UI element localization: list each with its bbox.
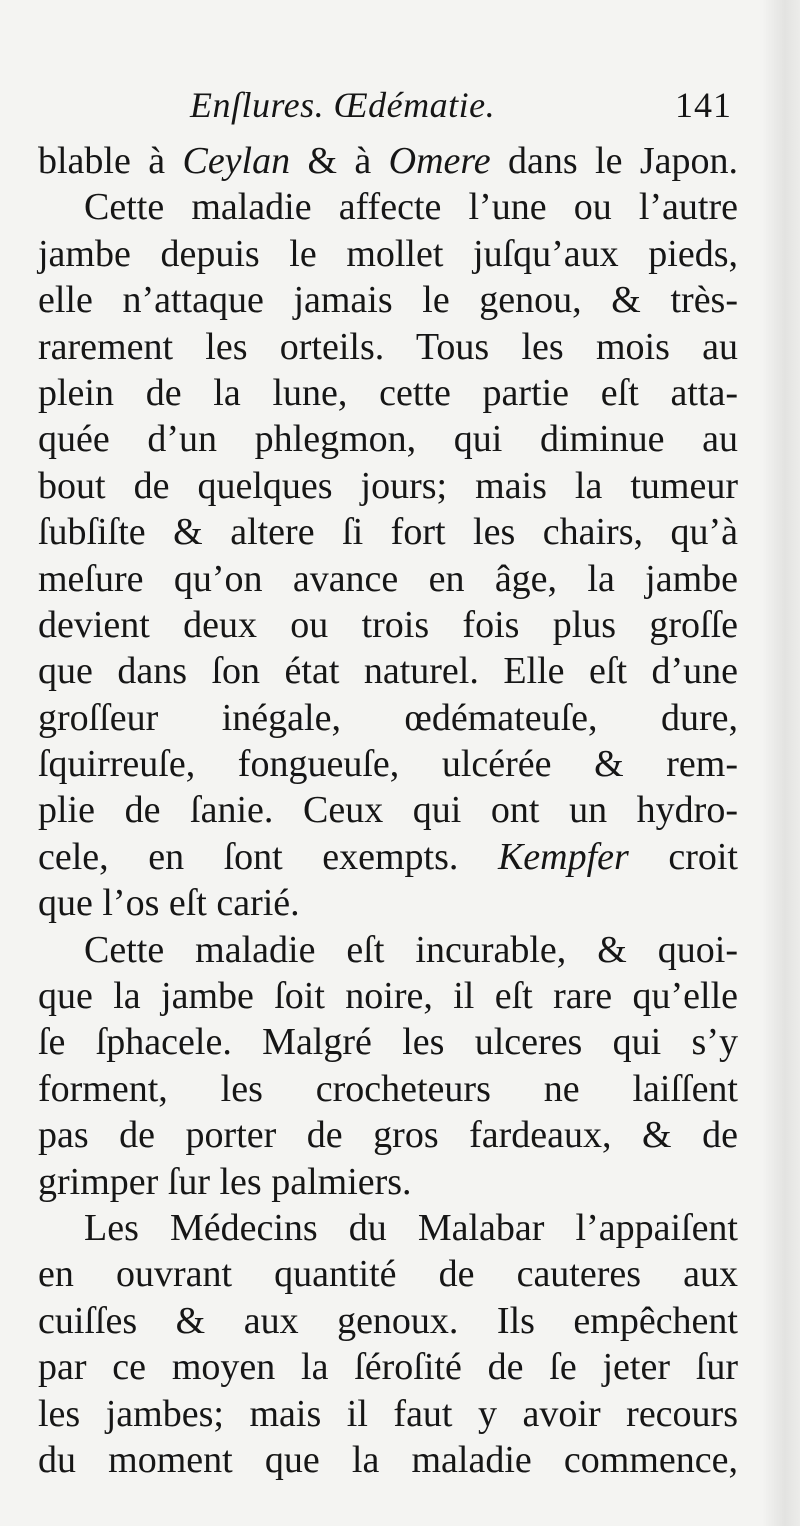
text-line: pas de porter de gros fardeaux, & de (38, 1114, 738, 1157)
text-line: plein de la lune, cette partie eſt atta- (38, 371, 738, 414)
text-line: les jambes; mais il faut y avoir recours (38, 1392, 738, 1435)
text-line: du moment que la maladie commence, (38, 1438, 738, 1481)
place-name-omere: Omere (388, 140, 491, 182)
text-line: grimper ſur les palmiers. (38, 1160, 412, 1203)
text-segment: blable à (38, 140, 183, 182)
text-line: quée d’un phlegmon, qui diminue au (38, 418, 738, 461)
text-line: groſſeur inégale, œdémateuſe, dure, (38, 696, 738, 739)
text-line: Les Médecins du Malabar l’appaiſent (84, 1206, 738, 1249)
text-line: Cette maladie eſt incurable, & quoi- (84, 928, 738, 971)
text-line: ſquirreuſe, fongueuſe, ulcérée & rem- (38, 743, 738, 786)
text-segment: croit (628, 835, 738, 878)
text-line: meſure qu’on avance en âge, la jambe (38, 557, 738, 600)
author-name-kempfer: Kempfer (497, 835, 629, 878)
page-number: 141 (675, 85, 732, 125)
text-line: devient deux ou trois fois plus groſſe (38, 603, 738, 646)
text-line: elle n’attaque jamais le genou, & très- (38, 279, 738, 322)
text-line: bout de quelques jours; mais la tumeur (38, 464, 738, 507)
text-line (38, 834, 738, 880)
page-edge-shadow (762, 0, 800, 1526)
body-text (38, 138, 738, 1483)
page-header (40, 80, 740, 130)
running-title: Enſlures. Œdématie. (190, 85, 496, 125)
text-line: cuiſſes & aux genoux. Ils empêchent (38, 1299, 738, 1342)
text-segment: dans le Japon. (490, 140, 739, 182)
text-line: ſubſiſte & altere ſi fort les chairs, qu’à (38, 511, 738, 554)
text-line: en ouvrant quantité de cauteres aux (38, 1253, 738, 1296)
text-segment: cele, en ſont exempts. (38, 835, 498, 878)
text-line: plie de ſanie. Ceux qui ont un hydro- (38, 789, 738, 832)
text-line: Cette maladie affecte l’une ou l’autre (84, 186, 738, 229)
text-segment: & à (290, 140, 389, 182)
text-line: que l’os eſt carié. (38, 882, 300, 925)
text-line: jambe depuis le mollet juſqu’aux pieds, (38, 232, 738, 275)
text-line: forment, les crocheteurs ne laiſſent (38, 1067, 738, 1110)
text-line: rarement les orteils. Tous les mois au (38, 325, 738, 368)
text-line: par ce moyen la ſéroſité de ſe jeter ſur (38, 1346, 738, 1389)
text-line (38, 138, 738, 184)
text-line: que la jambe ſoit noire, il eſt rare qu’elle (38, 975, 738, 1018)
place-name-ceylan: Ceylan (182, 140, 291, 182)
text-line: que dans ſon état naturel. Elle eſt d’une (38, 650, 738, 693)
text-line: ſe ſphacele. Malgré les ulceres qui s’y (38, 1021, 738, 1064)
